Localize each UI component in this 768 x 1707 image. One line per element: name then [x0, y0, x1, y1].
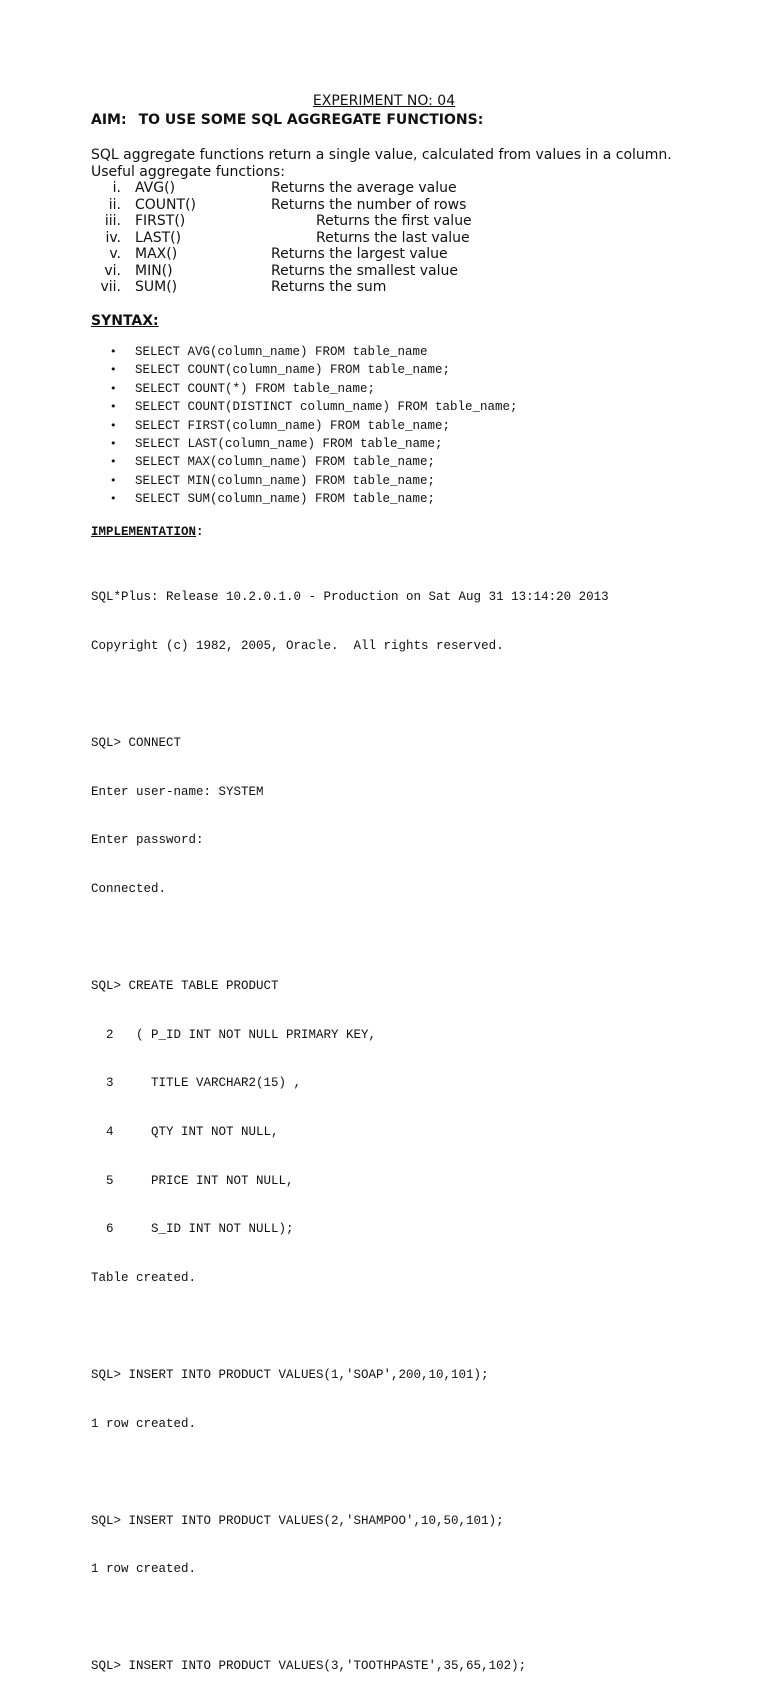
console-line: Connected. — [91, 881, 167, 896]
sqlplus-console-output — [91, 557, 609, 1707]
bullet-icon: • — [110, 345, 117, 358]
console-line — [91, 1610, 609, 1626]
aim-line — [91, 112, 483, 128]
console-line — [91, 1318, 609, 1334]
function-description: Returns the average value — [271, 180, 457, 196]
function-description: Returns the first value — [316, 213, 472, 229]
experiment-title: EXPERIMENT NO: 04 — [312, 93, 456, 109]
console-line: 2 ( P_ID INT NOT NULL PRIMARY KEY, — [91, 1027, 377, 1042]
aggregate-function-list — [91, 180, 731, 296]
function-number: v. — [109, 246, 121, 262]
syntax-code: SELECT COUNT(column_name) FROM table_name; — [135, 363, 451, 378]
syntax-code: SELECT AVG(column_name) FROM table_name — [135, 345, 428, 359]
implementation-heading — [91, 525, 204, 539]
console-line: Table created. — [91, 1270, 197, 1285]
console-line: 4 QTY INT NOT NULL, — [91, 1124, 279, 1139]
function-description: Returns the smallest value — [271, 262, 459, 279]
console-line: 1 row created. — [91, 1416, 197, 1431]
bullet-icon: • — [110, 381, 117, 395]
console-line — [91, 687, 609, 703]
bullet-icon: • — [110, 363, 117, 377]
console-line: SQL> CREATE TABLE PRODUCT — [91, 979, 279, 994]
syntax-code: SELECT SUM(column_name) FROM table_name; — [135, 492, 436, 507]
console-line: Enter password: — [91, 833, 204, 848]
intro-paragraph — [91, 147, 731, 180]
function-number: vii. — [100, 279, 121, 295]
intro-line: SQL aggregate functions return a single value, calculated from values in a column. — [91, 147, 672, 163]
console-line: 3 TITLE VARCHAR2(15) , — [91, 1076, 302, 1091]
console-line: 5 PRICE INT NOT NULL, — [91, 1173, 294, 1188]
function-row — [91, 279, 731, 296]
console-line: SQL> INSERT INTO PRODUCT VALUES(1,'SOAP',200,10,101); — [91, 1367, 489, 1382]
function-description: Returns the largest value — [271, 246, 448, 262]
console-line: SQL> INSERT INTO PRODUCT VALUES(3,'TOOTHPASTE',35,65,102); — [91, 1659, 527, 1674]
console-line: Enter user-name: SYSTEM — [91, 784, 264, 799]
function-number: i. — [112, 180, 121, 196]
console-line — [91, 1464, 609, 1480]
function-name: FIRST() — [135, 213, 186, 229]
syntax-code: SELECT FIRST(column_name) FROM table_name; — [135, 418, 451, 433]
syntax-heading: SYNTAX: — [91, 313, 159, 329]
intro-line: Useful aggregate functions: — [91, 163, 285, 180]
function-number: iii. — [104, 213, 121, 229]
syntax-code: SELECT LAST(column_name) FROM table_name; — [135, 436, 443, 451]
function-name: SUM() — [135, 279, 178, 295]
function-description: Returns the number of rows — [271, 196, 467, 213]
bullet-icon: • — [110, 492, 117, 506]
bullet-icon: • — [110, 400, 117, 414]
bullet-icon: • — [110, 418, 117, 432]
console-line: SQL> INSERT INTO PRODUCT VALUES(2,'SHAMPOO',10,50,101); — [91, 1513, 504, 1528]
console-line: SQL*Plus: Release 10.2.0.1.0 - Production on Sat Aug 31 13:14:20 2013 — [91, 590, 609, 605]
function-name: MIN() — [135, 262, 173, 279]
aim-label: AIM: — [91, 112, 127, 128]
function-row — [91, 213, 731, 230]
implementation-colon: : — [196, 525, 204, 539]
function-name: COUNT() — [135, 196, 196, 213]
syntax-code: SELECT COUNT(DISTINCT column_name) FROM table_name; — [135, 400, 518, 415]
bullet-icon: • — [110, 473, 117, 487]
console-line — [91, 930, 609, 946]
function-number: iv. — [105, 229, 121, 246]
console-line: SQL> CONNECT — [91, 736, 182, 751]
function-name: MAX() — [135, 246, 178, 262]
function-name: LAST() — [135, 229, 182, 246]
function-description: Returns the last value — [316, 229, 470, 246]
function-number: ii. — [108, 196, 121, 213]
function-row — [91, 246, 731, 263]
syntax-code: SELECT MAX(column_name) FROM table_name; — [135, 455, 436, 470]
function-row — [91, 230, 731, 247]
function-description: Returns the sum — [271, 279, 387, 295]
syntax-code: SELECT MIN(column_name) FROM table_name; — [135, 473, 436, 488]
aim-text: TO USE SOME SQL AGGREGATE FUNCTIONS: — [138, 112, 484, 128]
function-row — [91, 263, 731, 280]
function-name: AVG() — [135, 180, 176, 196]
bullet-icon: • — [110, 455, 117, 469]
console-line: 6 S_ID INT NOT NULL); — [91, 1222, 294, 1237]
bullet-icon: • — [110, 436, 117, 450]
console-line: 1 row created. — [91, 1562, 197, 1577]
function-number: vi. — [104, 262, 121, 279]
implementation-label: IMPLEMENTATION — [91, 525, 197, 539]
function-row — [91, 197, 731, 214]
function-row — [91, 180, 731, 197]
console-line: Copyright (c) 1982, 2005, Oracle. All rights reserved. — [91, 639, 504, 653]
syntax-code: SELECT COUNT(*) FROM table_name; — [135, 381, 376, 396]
